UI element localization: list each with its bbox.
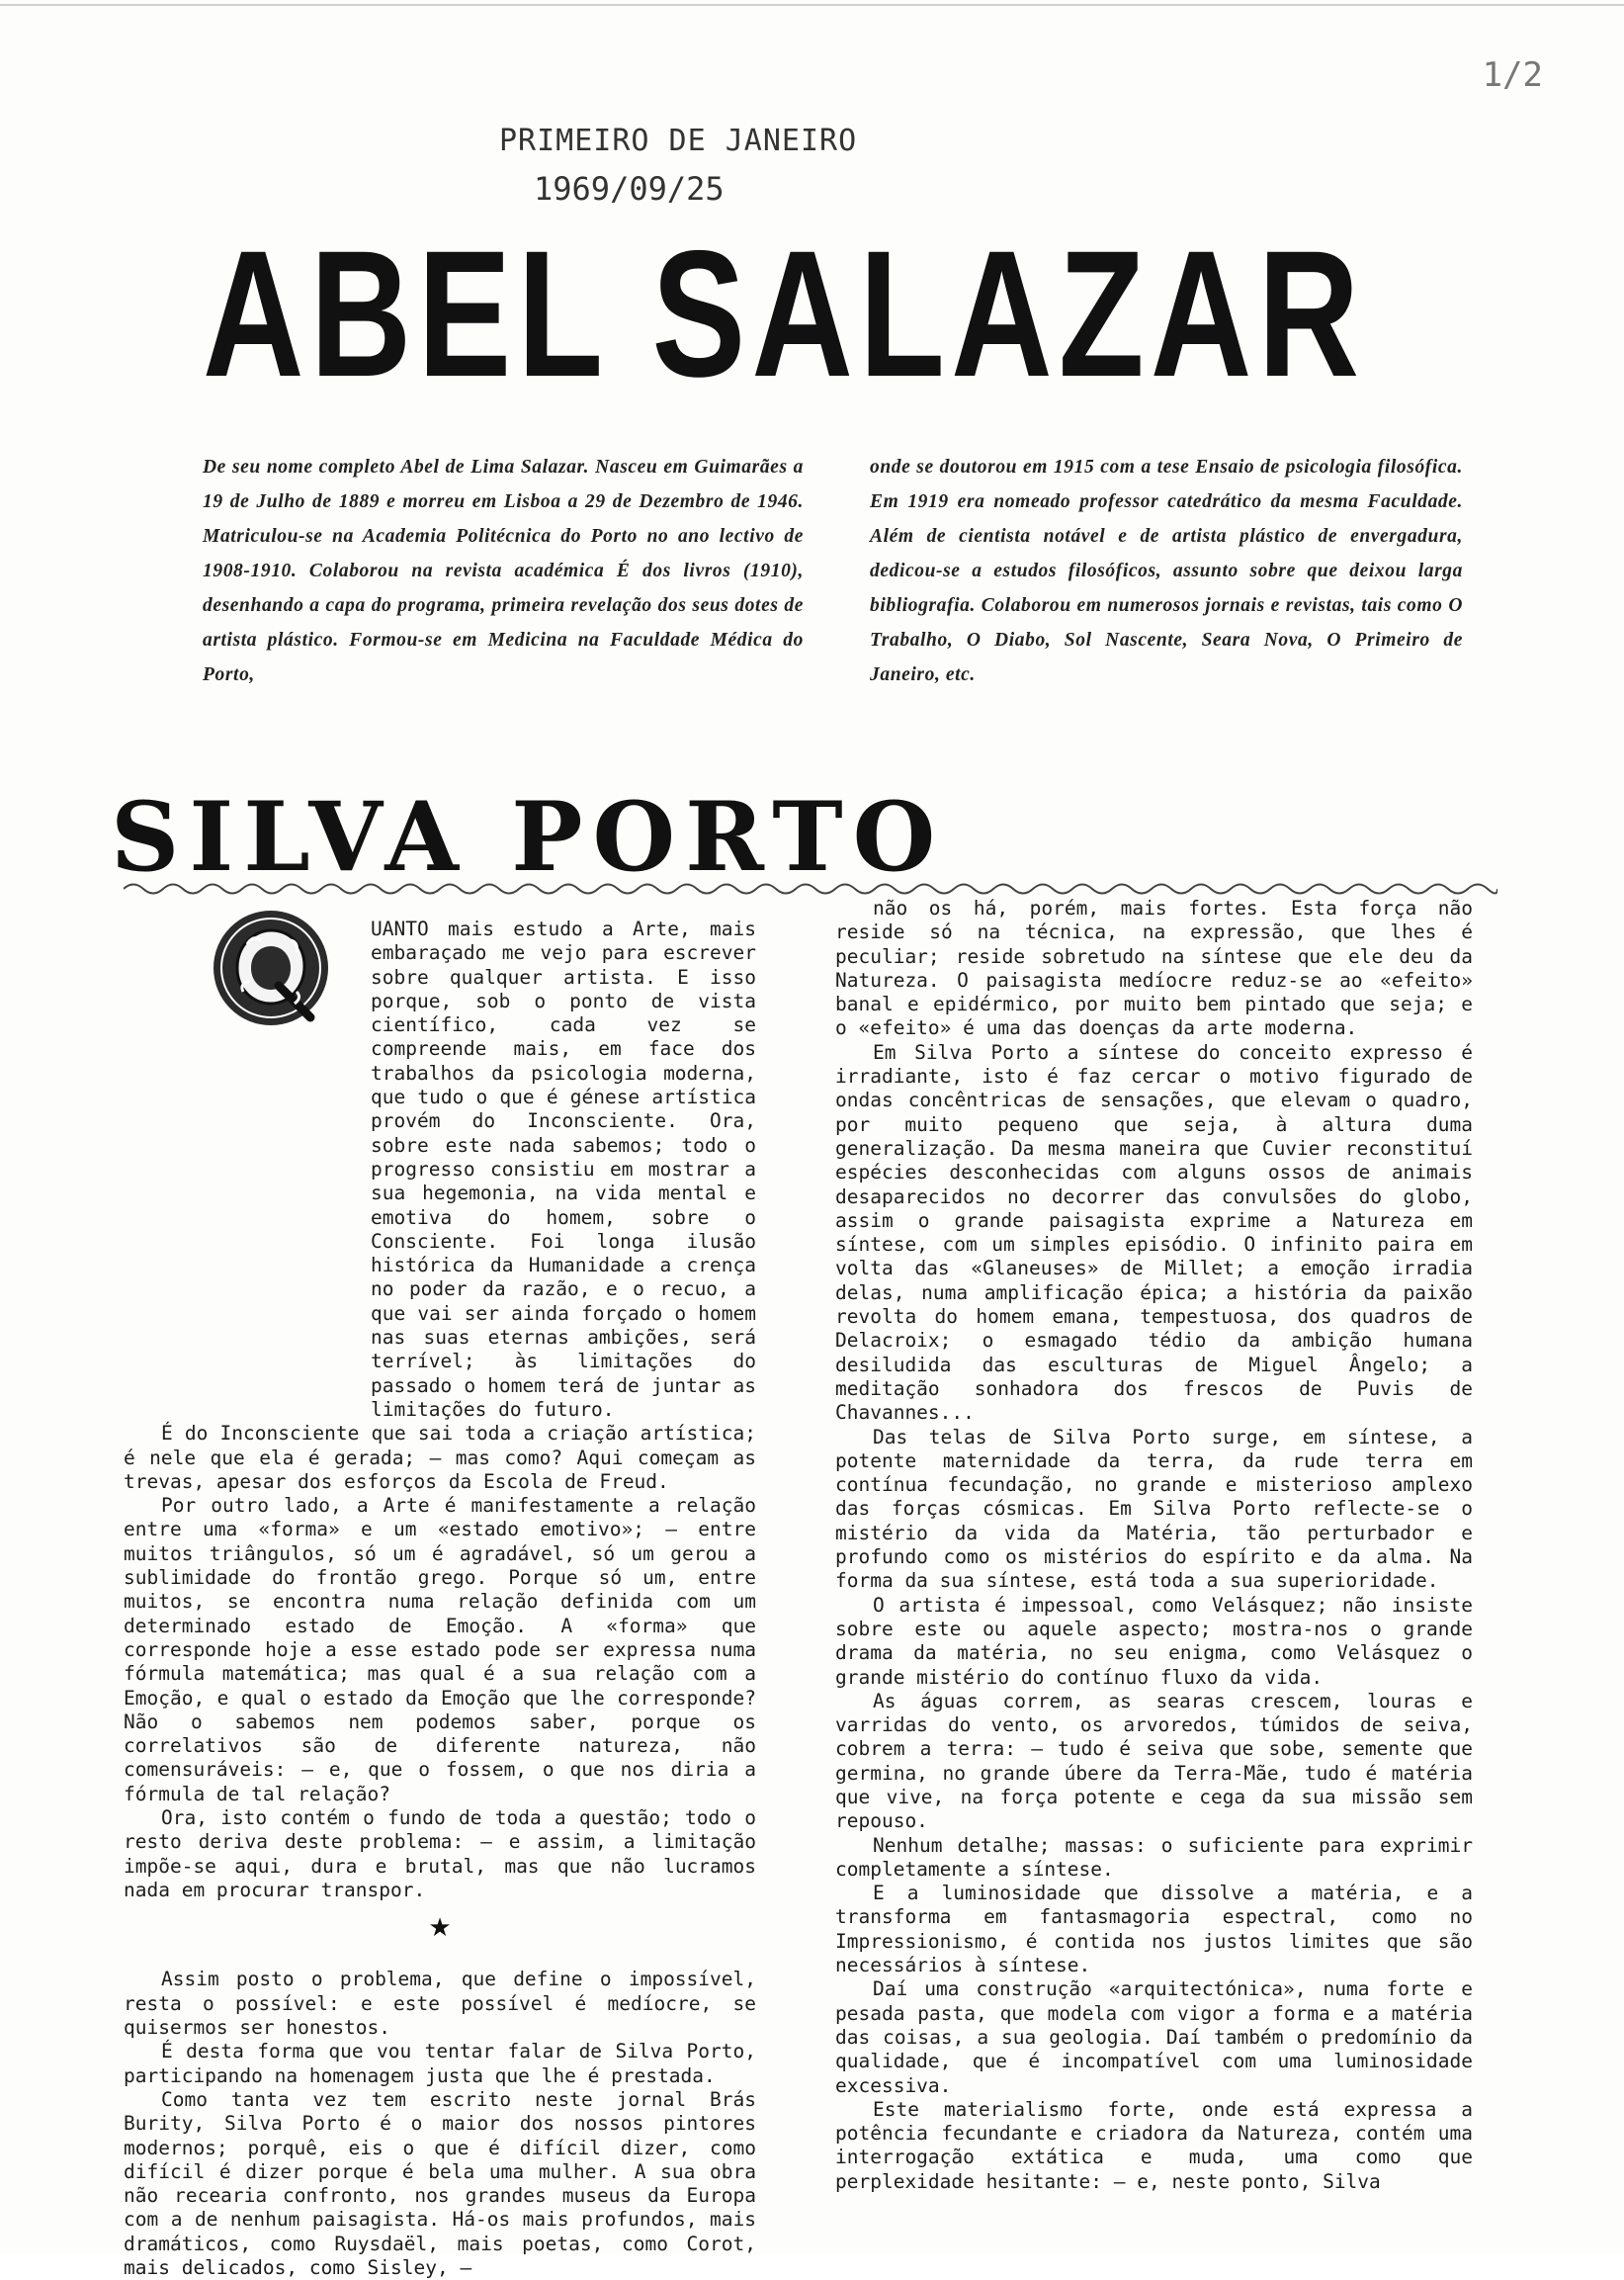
top-scan-edge <box>0 4 1624 6</box>
article-paragraph: Nenhum detalhe; massas: o suficiente para exprimir completamente a síntese. <box>835 1833 1473 1881</box>
article-paragraph: Por outro lado, a Arte é manifestamente a relação entre uma «forma» e um «estado emotivo»; — entre muitos triângulos, só um é agradável, só um gerou a sublimidade do frontão grego. Porque só um, entre muitos, se encontra numa relação definida com um determinado estado de Emoção. A «forma» que corresponde hoje a esse estado pode ser expressa numa fórmula matemática; mas qual é a sua relação com a Emoção, e qual o estado da Emoção que lhe corresponde? Não o sabemos nem podemos saber, porque os correlativos são de diferente natureza, não comensuráveis: — e, que o fossem, o que nos diria a fórmula de tal relação? <box>124 1494 756 1805</box>
article-paragraph: não os há, porém, mais fortes. Esta força não reside só na técnica, na expressão, que lhes é peculiar; reside sobretudo na síntese que ele deu da Natureza. O paisagista medíocre reduz-se ao «efeito» banal e epidérmico, por muito bem pintado que seja; e o «efeito» é uma das doenças da arte moderna. <box>835 897 1473 1040</box>
article-left-column <box>124 918 756 2280</box>
newspaper-name: PRIMEIRO DE JANEIRO <box>499 124 858 158</box>
article-paragraph: E a luminosidade que dissolve a matéria, e a transforma em fantasmagoria espectral, como no Impressionismo, é contida nos justos limites que são necessários à síntese. <box>835 1882 1473 1977</box>
article-paragraph: Daí uma construção «arquitectónica», numa forte e pesada pasta, que modela com vigor a forma e a matéria das coisas, a sua geologia. Daí também o predomínio da qualidade, que é incompatível com uma luminosidade excessiva. <box>835 1977 1473 2097</box>
article-title: SILVA PORTO <box>111 781 946 893</box>
article-paragraph: O artista é impessoal, como Velásquez; não insiste sobre este ou aquele aspecto; mostra-nos o grande drama da matéria, no seu enigma, como Velásquez o grande mistério do contínuo fluxo da vida. <box>835 1593 1473 1689</box>
publication-date: 1969/09/25 <box>534 170 725 208</box>
article-paragraph: UANTO mais estudo a Arte, mais embaraçado me vejo para escrever sobre qualquer artista. E isso porque, sob o ponto de vista científico, cada vez se compreende mais, em face dos trabalhos da psicologia moderna, que tudo o que é génese artística provém do Inconsciente. Ora, sobre este nada sabemos; todo o progresso consistiu em mostrar a sua hegemonia, na vida mental e emotiva do homem, sobre o Consciente. Foi longa ilusão histórica da Humanidade a crença no poder da razão, e o recuo, a que vai ser ainda forçado o homem nas suas eternas ambições, será terrível; às limitações do passado o homem terá de juntar as limitações do futuro. <box>371 918 756 1421</box>
article-paragraph: É do Inconsciente que sai toda a criação artística; é nele que ela é gerada; — mas como? Aqui começam as trevas, apesar dos esforços da Escola de Freud. <box>124 1422 756 1493</box>
article-right-column <box>835 897 1473 2194</box>
main-title: ABEL SALAZAR <box>203 213 1366 414</box>
article-paragraph: Ora, isto contém o fundo de toda a questão; todo o resto deriva deste problema: — e assim, a limitação impõe-se aqui, dura e brutal, mas que não lucramos nada em procurar transpor. <box>124 1805 756 1901</box>
bio-left-column: De seu nome completo Abel de Lima Salazar. Nasceu em Guimarães a 19 de Julho de 1889 e morreu em Lisboa a 29 de Dezembro de 1946. Matriculou-se na Academia Politécnica do Porto no ano lectivo de 1908-1910. Colaborou na revista académica É dos livros (1910), desenhando a capa do programa, primeira revelação dos seus dotes de artista plástico. Formou-se em Medicina na Faculdade Médica do Porto, <box>203 457 804 685</box>
decorative-wave-divider <box>124 880 1497 898</box>
article-paragraph: Este materialismo forte, onde está expressa a potência fecundante e criadora da Natureza, contém uma interrogação extática e muda, uma como que perplexidade hesitante: — e, neste ponto, Silva <box>835 2097 1473 2193</box>
bio-right-column: onde se doutorou em 1915 com a tese Ensaio de psicologia filosófica. Em 1919 era nomeado professor catedrático da mesma Faculdade. Além de cientista notável e de artista plástico de envergadura, dedicou-se a estudos filosóficos, assunto sobre que deixou larga bibliografia. Colaborou em numerosos jornais e revistas, tais como O Trabalho, O Diabo, Sol Nascente, Seara Nova, O Primeiro de Janeiro, etc. <box>870 457 1463 685</box>
article-paragraph: Em Silva Porto a síntese do conceito expresso é irradiante, isto é faz cercar o motivo figurado de ondas concêntricas de sensações, que elevam o quadro, por muito pequeno que seja, à altura duma generalização. Da mesma maneira que Cuvier reconstituí espécies desconhecidas com alguns ossos de animais desaparecidos no decorrer das convulsões do globo, assim o grande paisagista exprime a Natureza em síntese, com um simples episódio. O infinito paira em volta das «Glaneuses» de Millet; a emoção irradia delas, numa amplificação épica; a história da paixão revolta do homem emana, tempestuosa, dos quadros de Delacroix; o esmagado tédio da ambição humana desiludida das esculturas de Miguel Ângelo; a meditação sonhadora dos frescos de Puvis de Chavannes... <box>835 1040 1473 1425</box>
article-paragraph: Como tanta vez tem escrito neste jornal Brás Burity, Silva Porto é o maior dos nossos pintores modernos; porquê, eis o que é difícil dizer, como difícil é dizer porque é bela uma mulher. A sua obra não recearia confronto, nos grandes museus da Europa com a de nenhum paisagista. Há-os mais profundos, mais dramáticos, como Ruysdaël, mais poetas, como Corot, mais delicados, como Sisley, — <box>124 2087 756 2280</box>
article-paragraph: Assim posto o problema, que define o impossível, resta o possível: e este possível é medíocre, se quisermos ser honestos. <box>124 1968 756 2040</box>
article-paragraph: É desta forma que vou tentar falar de Silva Porto, participando na homenagem justa que lhe é prestada. <box>124 2040 756 2087</box>
page-number: 1/2 <box>1482 55 1543 95</box>
article-paragraph: Das telas de Silva Porto surge, em síntese, a potente maternidade da terra, da rude terra em contínua fecundação, no grande e misterioso amplexo das forças cósmicas. Em Silva Porto reflecte-se o mistério da vida da Matéria, tão perturbador e profundo como os mistérios do espírito e da alma. Na forma da sua síntese, está toda a sua superioridade. <box>835 1425 1473 1593</box>
article-paragraph: As águas correm, as searas crescem, louras e varridas do vento, os arvoredos, túmidos de seiva, cobrem a terra: — tudo é seiva que sobe, semente que germina, no grande úbere da Terra-Mãe, tudo é matéria que vive, na força potente e cega da sua missão sem repouso. <box>835 1689 1473 1833</box>
section-star-separator: ★ <box>428 1913 452 1944</box>
